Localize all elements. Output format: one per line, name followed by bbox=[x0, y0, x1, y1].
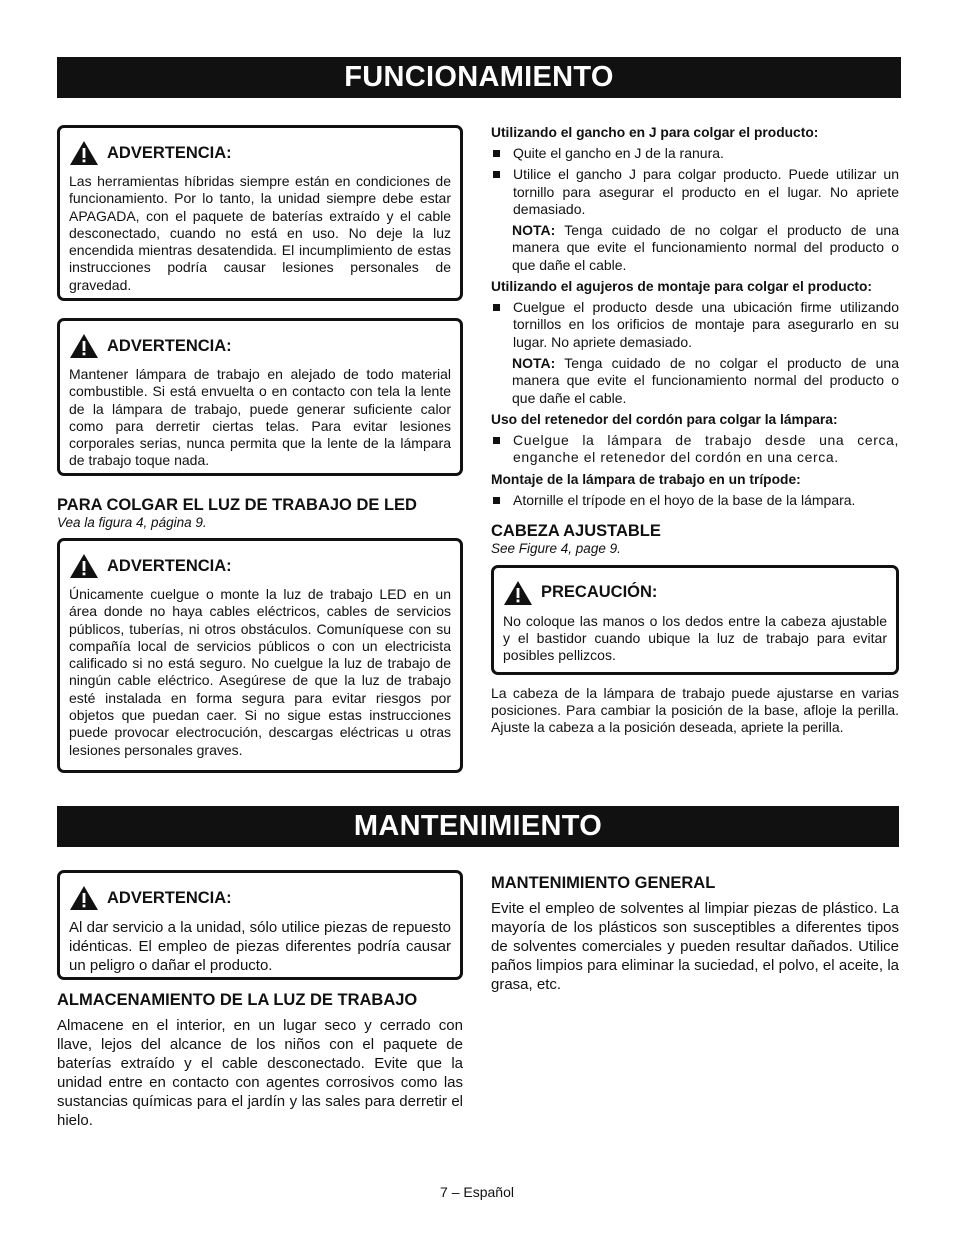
warning-triangle-icon bbox=[69, 553, 99, 579]
figure-reference: Vea la figura 4, página 9. bbox=[57, 515, 207, 530]
subsection-heading: Montaje de la lámpara de trabajo en un trípode: bbox=[491, 472, 801, 488]
section-heading: ALMACENAMIENTO DE LA LUZ DE TRABAJO bbox=[57, 991, 418, 1009]
page-footer: 7 – Español bbox=[440, 1184, 514, 1200]
section-heading: MANTENIMIENTO GENERAL bbox=[491, 874, 716, 892]
warning-box bbox=[57, 318, 463, 476]
subsection-heading: Utilizando el gancho en J para colgar el producto: bbox=[491, 125, 819, 140]
caution-text: No coloque las manos o los dedos entre la cabeza ajustable y el bastidor cuando ubique la luz de trabajo para evitar posibles pellizcos. bbox=[503, 612, 887, 664]
section-heading: CABEZA AJUSTABLE bbox=[491, 521, 661, 540]
right-column-operation bbox=[491, 124, 899, 737]
warning-title: ADVERTENCIA: bbox=[107, 888, 232, 907]
paragraph: La cabeza de la lámpara de trabajo puede ajustarse en varias posiciones. Para cambiar la posición de la base, afloje la perilla. Ajuste la cabeza a la posición deseada, apriete la perilla. bbox=[491, 684, 899, 736]
paragraph: Almacene en el interior, en un lugar seco y cerrado con llave, lejos del alcance de los niños con el paquete de baterías extraído y el cable desconectado. Evite que la unidad entre en contacto con agentes corrosivos como las sustancias químicas para el jardín y las sales para derretir el hielo. bbox=[57, 1017, 463, 1129]
warning-text: Únicamente cuelgue o monte la luz de trabajo LED en un área donde no haya cables eléctricos, cables de servicios públicos, tuberías, ni otros obstáculos. Comuníquese con su compañía local de servicios públicos o con un electricista calificado si no está seguro. No cuelgue la luz de trabajo de ningún cable eléctrico. Asegúrese de que la luz de trabajo esté instalada en forma segura para evitar riesgos por objetos que puedan caer. Si no sigue estas instrucciones puede provocar electrocución, descargas eléctricas u otras lesiones personales graves. bbox=[69, 586, 451, 758]
section-banner-funcionamiento: FUNCIONAMIENTO bbox=[57, 57, 901, 98]
warning-box bbox=[57, 538, 463, 773]
bullet-square-icon bbox=[493, 171, 500, 178]
warning-box bbox=[57, 870, 463, 980]
note-text: NOTA: Tenga cuidado de no colgar el producto de una manera que evite el funcionamiento normal del producto o que dañe el cable. bbox=[512, 222, 899, 273]
warning-title: ADVERTENCIA: bbox=[107, 336, 232, 355]
warning-title: ADVERTENCIA: bbox=[107, 143, 232, 162]
bullet-square-icon bbox=[493, 497, 500, 504]
warning-triangle-icon bbox=[69, 885, 99, 911]
warning-title: ADVERTENCIA: bbox=[107, 556, 232, 575]
right-column-maintenance bbox=[491, 873, 899, 994]
warning-box bbox=[57, 125, 463, 301]
figure-reference: See Figure 4, page 9. bbox=[491, 540, 621, 556]
warning-triangle-icon bbox=[503, 580, 533, 606]
warning-text: Mantener lámpara de trabajo en alejado de todo material combustible. Si está envuelta o en contacto con tela la lente de la lámpara de trabajo, puede generar suficiente calor como para derretir ciertas telas. Para evitar lesiones corporales serias, nunca permita que la lente de la lámpara de trabajo toque nada. bbox=[69, 366, 451, 469]
warning-triangle-icon bbox=[69, 333, 99, 359]
bullet-item: Utilice el gancho J para colgar producto. Puede utilizar un tornillo para asegurar el producto en el lugar. No apriete demasiado. bbox=[491, 166, 899, 218]
bullet-square-icon bbox=[493, 150, 500, 157]
warning-triangle-icon bbox=[69, 140, 99, 166]
caution-box bbox=[491, 565, 899, 675]
bullet-item: Cuelgue la lámpara de trabajo desde una cerca, enganche el retenedor del cordón en una cerca. bbox=[491, 432, 899, 467]
warning-text: Al dar servicio a la unidad, sólo utilice piezas de repuesto idénticas. El empleo de piezas diferentes podría causar un peligro o dañar el producto. bbox=[69, 919, 451, 974]
paragraph: Evite el empleo de solventes al limpiar piezas de plástico. La mayoría de los plásticos son susceptibles a diferentes tipos de solventes comerciales y pueden resultar dañados. Utilice paños limpios para eliminar la suciedad, el polvo, el aceite, la grasa, etc. bbox=[491, 900, 899, 993]
subsection-heading: Uso del retenedor del cordón para colgar la lámpara: bbox=[491, 411, 838, 427]
bullet-square-icon bbox=[493, 437, 500, 444]
bullet-square-icon bbox=[493, 304, 500, 311]
bullet-item: Quite el gancho en J de la ranura. bbox=[491, 145, 899, 162]
left-column-operation bbox=[57, 125, 463, 773]
bullet-item: Cuelgue el producto desde una ubicación firme utilizando tornillos en los orificios de montaje para asegurarlo en su lugar. No apriete demasiado. bbox=[491, 299, 899, 351]
note-text: NOTA: Tenga cuidado de no colgar el producto de una manera que evite el funcionamiento normal del producto o que dañe el cable. bbox=[512, 354, 899, 406]
section-heading: PARA COLGAR EL LUZ DE TRABAJO DE LED bbox=[57, 496, 417, 514]
section-banner-mantenimiento: MANTENIMIENTO bbox=[57, 806, 899, 847]
left-column-maintenance bbox=[57, 870, 463, 1130]
warning-text: Las herramientas híbridas siempre están en condiciones de funcionamiento. Por lo tanto, la unidad siempre debe estar APAGADA, con el paquete de baterías extraído y el cable desconectado, cuando no está en uso. No deje la luz encendida mientras desatendida. El incumplimiento de estas instrucciones podría causar lesiones personales de gravedad. bbox=[69, 173, 451, 293]
bullet-item: Atornille el trípode en el hoyo de la base de la lámpara. bbox=[491, 492, 899, 509]
subsection-heading: Utilizando el agujeros de montaje para colgar el producto: bbox=[491, 279, 873, 295]
caution-title: PRECAUCIÓN: bbox=[541, 583, 658, 602]
